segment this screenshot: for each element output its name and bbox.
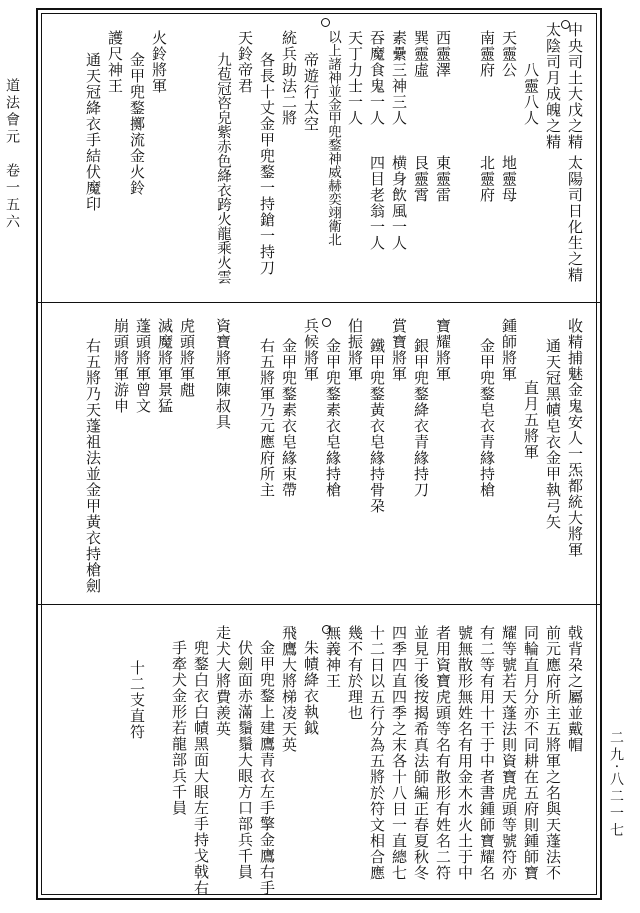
- text-column: 飛鷹大將梯凌天英: [280, 625, 298, 753]
- text-column: 金甲兜鍪素衣皂緣持槍: [324, 338, 342, 498]
- right-margin-label: 二九·八二一七: [608, 730, 624, 840]
- text-column: 前元應府所主五將軍之名與天蓬法不: [544, 625, 562, 881]
- text-column: 收精捕魅金鬼安人一炁都統大將軍: [566, 318, 584, 558]
- text-column: 太陽司日化生之精: [566, 155, 584, 283]
- text-column: 伏劍面赤滿鬚鬚大眼方口部兵千員: [236, 640, 254, 880]
- text-column: 同輪直月分亦不同耕在五府則鍾師寶: [522, 625, 540, 881]
- text-column: 戟背朶之屬並戴帽: [566, 625, 584, 753]
- text-column: 有二等有用十干于中者書鍾師寶耀名: [478, 625, 496, 881]
- ring-mark: [321, 18, 330, 27]
- text-column: 金甲兜鍪素衣皂緣束帶: [280, 338, 298, 498]
- text-column: 鐵甲兜鍪黃衣皂緣持骨朶: [368, 338, 386, 514]
- text-column: 崩頭將軍游申: [112, 318, 130, 414]
- text-column: 蓬頭將軍曾文: [134, 318, 152, 414]
- text-column: 虎頭將軍甝: [178, 318, 196, 398]
- text-column: 帝遊行太空: [302, 52, 320, 132]
- section-divider: [36, 604, 602, 605]
- text-column: 直月五將軍: [522, 380, 540, 460]
- text-column: 滅魔將軍景猛: [156, 318, 174, 414]
- text-column: 資寶將軍陳叔具: [214, 318, 232, 430]
- text-column: 右五將乃天蓬祖法並金甲黃衣持槍劍: [84, 338, 102, 594]
- text-column: 無義神王: [324, 625, 342, 689]
- text-column: 賞寶將軍: [390, 318, 408, 382]
- text-column: 地靈母: [500, 155, 518, 203]
- text-column: 天靈公: [500, 30, 518, 78]
- text-column: 金甲兜鍪皂衣青緣持槍: [478, 338, 496, 498]
- text-column: 横身飲風一人: [390, 155, 408, 251]
- text-column: 朱幘絳衣執鉞: [302, 640, 320, 736]
- text-column: 南靈府: [478, 30, 496, 78]
- text-column: 西靈澤: [434, 30, 452, 78]
- text-column: 四季四直四季之末各十八日一直總七: [390, 625, 408, 881]
- text-column: 北靈府: [478, 155, 496, 203]
- text-column: 金甲兜鍪上建鷹青衣左手擎金鷹右手: [258, 640, 276, 896]
- text-column: 以上諸神並金甲兜鍪神威赫奕翊衛北: [325, 30, 341, 246]
- text-column: 十二支直符: [128, 660, 146, 740]
- text-column: 通天冠絳衣手結伏魔印: [84, 52, 102, 212]
- text-column: 八靈八人: [522, 62, 540, 126]
- text-column: 幾不有於理也: [346, 625, 364, 721]
- text-column: 太陰司月成魄之精: [544, 22, 562, 150]
- text-column: 鍾師將軍: [500, 318, 518, 382]
- text-column: 號無散形無姓名有用金木水火土于中: [456, 625, 474, 881]
- text-column: 伯振將軍: [346, 318, 364, 382]
- text-column: 並見于後按揭希真法師編正春夏秋冬: [412, 625, 430, 881]
- text-column: 吞魔食鬼一人: [368, 30, 386, 126]
- left-margin-label: 道法會元 卷一五六: [4, 78, 20, 231]
- text-column: 金甲兜鍪擲流金火鈴: [128, 52, 146, 196]
- text-column: 手牽犬金形若龍部兵千員: [170, 640, 188, 816]
- text-column: 巽靈虛: [412, 30, 430, 78]
- text-column: 各長十丈金甲兜鍪一持鎗一持刀: [258, 52, 276, 276]
- text-column: 統兵助法二將: [280, 30, 298, 126]
- text-column: 寶耀將軍: [434, 318, 452, 382]
- text-column: 右五將軍乃元應府所主: [258, 338, 276, 498]
- text-column: 四目老翁一人: [368, 155, 386, 251]
- text-column: 天鈴帝君: [236, 30, 254, 94]
- text-column: 銀甲兜鍪絳衣青緣持刀: [412, 338, 430, 498]
- text-column: 通天冠黑幘皂衣金甲執弓矢: [544, 338, 562, 530]
- ring-mark: [322, 318, 331, 327]
- text-column: 艮靈霄: [412, 155, 430, 203]
- text-column: 火鈴將軍: [150, 30, 168, 94]
- text-column: 十二日以五行分為五將於符文相合應: [368, 625, 386, 881]
- text-column: 走犬大將費羨英: [214, 625, 232, 737]
- text-column: 者用資寶虎頭等名有散形有姓名二符: [434, 625, 452, 881]
- text-column: 兵候將軍: [302, 318, 320, 382]
- text-column: 護尺神王: [106, 30, 124, 94]
- text-column: 耀等號若天蓬法則資寶虎頭等號符亦: [500, 625, 518, 881]
- section-divider: [36, 302, 602, 303]
- text-column: 天丁力士一人: [346, 30, 364, 126]
- text-column: 兜鍪白衣白幘黑面大眼左手持戈戟右: [192, 640, 210, 896]
- text-column: 東靈雷: [434, 155, 452, 203]
- text-column: 九苞冠咨皃紫赤色絳衣跨火龍乘火雲: [215, 52, 231, 284]
- text-column: 素纍三神三人: [390, 30, 408, 126]
- text-column: 中央司土大戊之精: [566, 22, 584, 150]
